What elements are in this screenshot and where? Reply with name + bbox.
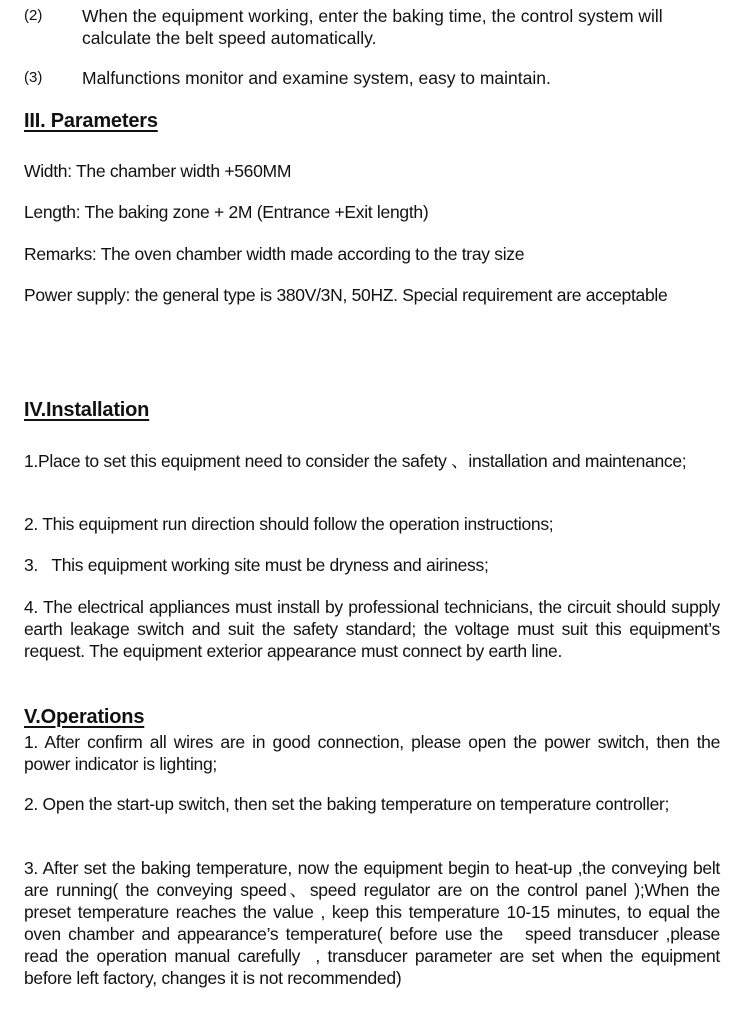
installation-item: 2. This equipment run direction should follow the operation instructions; [24, 514, 554, 534]
operation-item: 3. After set the baking temperature, now the equipment begin to heat-up ,the conveying belt are running( the conveying speed、speed regulator are on the control panel );When the preset temperature reaches the value , keep this temperature 10-15 minutes, to equal the oven chamber and appearance’s temperature( before use the speed transducer ,please read the operation manual carefully , transducer parameter are set when the equipment before left factory, changes it is not recommended) [24, 858, 720, 988]
operation-item: 1. After confirm all wires are in good connection, please open the power switch, then the power indicator is lighting; [24, 732, 720, 774]
section-heading-installation: IV.Installation [24, 399, 150, 421]
parameter-item: Width: The chamber width +560MM [24, 161, 292, 181]
section-heading-parameters: III. Parameters [24, 110, 158, 132]
installation-item: 4. The electrical appliances must install by professional technicians, the circuit should supply earth leakage switch and suit the safety standard; the voltage must suit this equipment’s request. The equipment exterior appearance must connect by earth line. [24, 597, 720, 661]
feature-number: (2) [24, 7, 43, 24]
parameter-item: Length: The baking zone + 2M (Entrance +Exit length) [24, 202, 429, 222]
feature-text: Malfunctions monitor and examine system, easy to maintain. [82, 68, 551, 88]
feature-text: When the equipment working, enter the baking time, the control system will calculate the belt speed automatically. [82, 6, 663, 48]
feature-item [24, 5, 724, 49]
installation-item: 1.Place to set this equipment need to consider the safety 、installation and maintenance; [24, 451, 687, 471]
feature-item [24, 67, 724, 89]
parameter-item: Remarks: The oven chamber width made according to the tray size [24, 244, 525, 264]
installation-item: 3. This equipment working site must be dryness and airiness; [24, 555, 489, 575]
section-heading-operations: V.Operations [24, 706, 145, 728]
feature-number: (3) [24, 69, 43, 86]
parameter-item: Power supply: the general type is 380V/3N, 50HZ. Special requirement are acceptable [24, 285, 668, 305]
operation-item: 2. Open the start-up switch, then set the baking temperature on temperature controller; [24, 794, 670, 814]
